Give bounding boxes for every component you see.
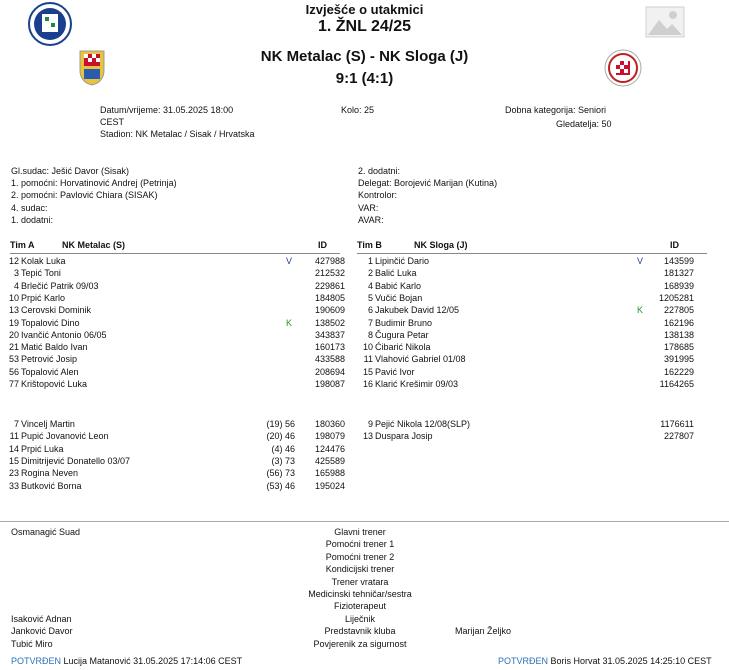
player-number: 19 [8, 317, 19, 328]
official-delegate: Delegat: Borojević Marijan (Kutina) [358, 178, 498, 188]
official-referee: Gl.sudac: Ješić Davor (Sisak) [11, 166, 130, 176]
player-number: 10 [8, 292, 19, 303]
player-number: 13 [8, 305, 19, 316]
player-name: Krištopović Luka [21, 379, 88, 389]
team-b-id-header: ID [670, 240, 679, 250]
player-row [355, 329, 694, 341]
player-name: Pejić Nikola 12/08(SLP) [375, 419, 471, 429]
player-id: 227807 [663, 431, 694, 442]
staff-role: Pomoćni trener 2 [325, 551, 395, 562]
substitution-info: (56) 73 [266, 468, 295, 479]
player-number: 7 [13, 419, 19, 429]
player-id: 425589 [314, 455, 345, 466]
player-row [355, 267, 694, 279]
player-number: 11 [363, 354, 373, 365]
staff-role: Trener vratara [331, 576, 389, 587]
player-name: Pupić Jovanović Leon [21, 431, 109, 442]
player-number: 3 [13, 268, 19, 279]
substitution-info: (19) 56 [266, 419, 295, 429]
official-assistant-2: 2. pomoćni: Pavlović Chiara (SISAK) [11, 190, 158, 200]
team-a-label: Tim A [10, 240, 35, 250]
player-name: Lipinčić Dario [375, 256, 430, 266]
player-id: 162229 [663, 366, 694, 377]
player-name: Rogina Neven [21, 468, 79, 479]
player-row [1, 353, 345, 365]
player-number: 2 [367, 268, 373, 279]
player-id: 138138 [663, 329, 694, 340]
player-id: 391995 [663, 354, 694, 365]
player-row [355, 304, 694, 316]
player-row [1, 267, 345, 279]
player-name: Vučić Bojan [375, 292, 423, 303]
staff-role: Kondicijski trener [325, 564, 395, 575]
team-b-name: NK Sloga (J) [414, 240, 468, 250]
player-name: Matić Baldo Ivan [21, 342, 88, 353]
player-row [355, 317, 694, 329]
player-id: 198079 [314, 431, 345, 442]
player-id: 181327 [663, 268, 694, 279]
match-score: 9:1 (4:1) [335, 70, 394, 87]
official-avar: AVAR: [358, 215, 384, 225]
substitute-row [1, 467, 345, 479]
player-id: 160173 [314, 342, 345, 353]
player-row [1, 341, 345, 353]
official-var: VAR: [358, 203, 379, 213]
footer-left-status: POTVRĐEN [11, 656, 62, 666]
player-number: 4 [367, 280, 373, 291]
player-number: 1 [367, 256, 373, 266]
player-name: Ivančić Antonio 06/05 [21, 329, 107, 340]
player-name: Petrović Josip [21, 354, 78, 365]
player-number: 16 [362, 379, 373, 389]
team-b-label: Tim B [357, 240, 382, 250]
player-name: Vincelj Martin [21, 419, 75, 429]
player-number: 8 [367, 329, 373, 340]
player-number: 4 [13, 280, 19, 291]
staff-role: Pomoćni trener 1 [325, 539, 395, 550]
substitute-row [1, 443, 345, 455]
footer-right-status: POTVRĐEN [498, 656, 549, 666]
report-title: Izvješće o utakmici [305, 2, 424, 17]
substitution-info: (4) 46 [271, 443, 295, 454]
player-number: 11 [9, 431, 19, 442]
staff-right-name: Marijan Željko [455, 626, 512, 637]
player-number: 6 [367, 305, 373, 316]
player-name: Prpić Karlo [21, 292, 66, 303]
match-datetime: Datum/vrijeme: 31.05.2025 18:00 [100, 105, 234, 115]
official-additional-1: 1. dodatni: [11, 215, 54, 225]
player-id: 190609 [314, 305, 345, 316]
player-row [1, 304, 345, 316]
goalkeeper-marker: K [637, 305, 644, 316]
official-assistant-1: 1. pomoćni: Horvatinović Andrej (Petrinja) [11, 178, 177, 188]
player-row [355, 255, 694, 267]
substitution-info: (20) 46 [266, 431, 295, 442]
player-name: Čugura Petar [375, 329, 429, 340]
player-name: Babić Karlo [375, 280, 422, 291]
official-fourth: 4. sudac: [11, 203, 48, 213]
match-title: NK Metalac (S) - NK Sloga (J) [260, 48, 469, 65]
captain-marker: V [286, 256, 293, 266]
match-round: Kolo: 25 [341, 105, 375, 115]
substitute-row [1, 480, 345, 492]
player-number: 5 [367, 292, 373, 303]
staff-role: Fizioterapeut [333, 601, 387, 612]
player-number: 23 [8, 468, 19, 479]
match-stadium: Stadion: NK Metalac / Sisak / Hrvatska [100, 129, 255, 139]
player-id: 178685 [663, 342, 694, 353]
goalkeeper-marker: K [286, 317, 293, 328]
player-number: 20 [8, 329, 19, 340]
player-id: 124476 [314, 443, 345, 454]
player-number: 14 [8, 443, 19, 454]
player-name: Duspara Josip [375, 431, 433, 442]
team-a-name: NK Metalac (S) [62, 240, 126, 250]
player-id: 1176611 [660, 419, 694, 429]
player-id: 433588 [314, 354, 345, 365]
player-name: Topalović Alen [21, 366, 79, 377]
staff-left-name: Janković Davor [11, 626, 73, 637]
player-name: Ćibarić Nikola [375, 342, 431, 353]
staff-divider [0, 521, 729, 522]
player-id: 168939 [663, 280, 694, 291]
match-timezone: CEST [100, 117, 125, 127]
age-category: Dobna kategorija: Seniori [505, 105, 607, 115]
staff-role: Liječnik [344, 613, 375, 624]
team-b-header [357, 240, 707, 254]
player-row [1, 292, 345, 304]
staff-left-name: Isaković Adnan [11, 613, 72, 624]
player-number: 33 [8, 480, 19, 491]
player-id: 143599 [663, 256, 694, 266]
staff-role: Predstavnik kluba [324, 626, 396, 637]
player-name: Topalović Dino [21, 317, 80, 328]
player-name: Jakubek David 12/05 [375, 305, 460, 316]
staff-left-name: Osmanagić Suad [11, 527, 81, 537]
staff-left-name: Tubić Miro [11, 638, 53, 649]
staff-role: Medicinski tehničar/sestra [308, 589, 412, 599]
player-row [355, 366, 694, 378]
footer-right-text: Boris Horvat 31.05.2025 14:25:10 CEST [550, 656, 712, 666]
player-number: 13 [362, 431, 373, 442]
player-name: Dimitrijević Donatello 03/07 [21, 455, 131, 466]
substitute-row [1, 455, 345, 467]
player-id: 1164265 [659, 379, 694, 389]
player-row [1, 378, 345, 390]
substitute-row [1, 418, 345, 430]
player-row [355, 292, 694, 304]
player-number: 56 [8, 366, 19, 377]
player-name: Prpić Luka [21, 443, 64, 454]
player-number: 21 [8, 342, 19, 353]
player-id: 229861 [314, 280, 345, 291]
player-name: Vlahović Gabriel 01/08 [375, 354, 466, 365]
player-id: 198087 [314, 379, 345, 389]
official-additional-2: 2. dodatni: [358, 166, 401, 176]
substitution-info: (3) 73 [271, 455, 295, 466]
staff-role: Povjerenik za sigurnost [313, 638, 407, 649]
footer-left [11, 656, 242, 666]
player-name: Balić Luka [375, 268, 417, 279]
player-row [1, 255, 345, 267]
player-number: 9 [367, 419, 373, 429]
official-controller: Kontrolor: [358, 190, 398, 200]
player-number: 77 [8, 379, 19, 389]
player-id: 180360 [314, 419, 345, 429]
player-name: Kolak Luka [21, 256, 66, 266]
player-id: 343837 [314, 329, 345, 340]
player-id: 1205281 [658, 292, 694, 303]
player-id: 138502 [314, 317, 345, 328]
player-name: Brlečić Patrik 09/03 [21, 280, 99, 291]
player-number: 15 [8, 455, 19, 466]
player-id: 208694 [314, 366, 345, 377]
substitution-info: (53) 46 [266, 480, 295, 491]
player-row [355, 280, 694, 292]
player-name: Klarić Krešimir 09/03 [375, 379, 459, 389]
player-number: 7 [367, 317, 373, 328]
substitute-row [355, 430, 694, 442]
player-row [1, 366, 345, 378]
player-name: Butković Borna [21, 480, 82, 491]
captain-marker: V [637, 256, 644, 266]
staff-role: Glavni trener [334, 527, 386, 537]
player-id: 427988 [314, 256, 345, 266]
footer-left-text: Lucija Matanović 31.05.2025 17:14:06 CEST [63, 656, 243, 666]
player-number: 15 [362, 366, 373, 377]
player-id: 165988 [314, 468, 345, 479]
player-name: Tepić Toni [21, 268, 61, 279]
team-a-header [10, 240, 340, 254]
player-id: 212532 [314, 268, 345, 279]
player-id: 184805 [314, 292, 345, 303]
footer-right [498, 656, 712, 666]
spectators: Gledatelja: 50 [556, 119, 612, 129]
player-number: 53 [8, 354, 19, 365]
substitute-row [1, 430, 345, 442]
player-number: 12 [8, 256, 19, 266]
substitute-row [355, 418, 694, 430]
player-row [1, 329, 345, 341]
player-row [1, 280, 345, 292]
league-title: 1. ŽNL 24/25 [317, 18, 412, 35]
player-name: Pavić Ivor [375, 366, 415, 377]
player-name: Cerovski Dominik [21, 305, 92, 316]
player-name: Budimir Bruno [375, 317, 433, 328]
player-id: 195024 [314, 480, 345, 491]
player-number: 10 [362, 342, 373, 353]
team-a-id-header: ID [318, 240, 327, 250]
player-row [355, 353, 694, 365]
player-id: 162196 [663, 317, 694, 328]
player-id: 227805 [663, 305, 694, 316]
player-row [355, 341, 694, 353]
player-row [1, 317, 345, 329]
player-row [355, 378, 694, 390]
